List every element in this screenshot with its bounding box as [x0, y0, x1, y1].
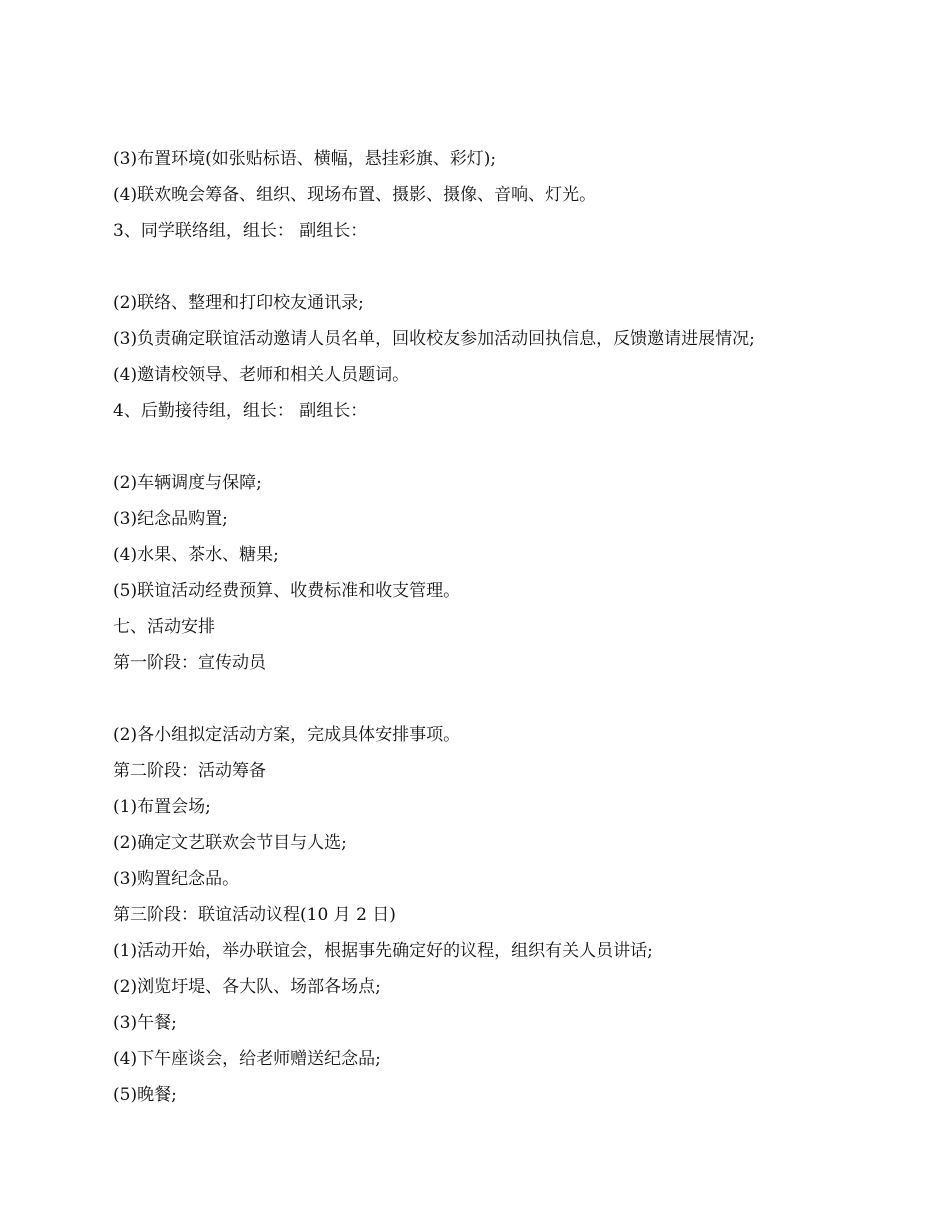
section-heading: 七、活动安排	[113, 617, 215, 637]
text-line: (3)布置环境(如张贴标语、横幅，悬挂彩旗、彩灯);	[113, 149, 497, 169]
text-line: (2)浏览圩堤、各大队、场部各场点;	[113, 977, 381, 997]
phase-heading: 第一阶段：宣传动员	[113, 653, 266, 673]
text-line: (5)联谊活动经费预算、收费标准和收支管理。	[113, 581, 461, 601]
text-line: (4)下午座谈会，给老师赠送纪念品;	[113, 1049, 381, 1069]
text-line: (3)纪念品购置;	[113, 509, 228, 529]
text-line: (3)午餐;	[113, 1013, 177, 1033]
text-line: (4)邀请校领导、老师和相关人员题词。	[113, 365, 410, 385]
text-line: (1)活动开始，举办联谊会，根据事先确定好的议程，组织有关人员讲话;	[113, 941, 653, 961]
text-line: (4)联欢晚会筹备、组织、现场布置、摄影、摄像、音响、灯光。	[113, 185, 597, 205]
section-heading: 4、后勤接待组，组长： 副组长：	[113, 401, 368, 421]
blank-line	[113, 249, 873, 285]
text-line: (2)确定文艺联欢会节目与人选;	[113, 833, 347, 853]
text-line: (1)布置会场;	[113, 797, 211, 817]
phase-heading: 第二阶段：活动筹备	[113, 761, 266, 781]
text-line: (3)负责确定联谊活动邀请人员名单，回收校友参加活动回执信息，反馈邀请进展情况;	[113, 329, 755, 349]
document-body	[113, 141, 873, 1113]
text-line: (2)车辆调度与保障;	[113, 473, 262, 493]
section-heading: 3、同学联络组，组长： 副组长：	[113, 221, 368, 241]
text-line: (2)联络、整理和打印校友通讯录;	[113, 293, 364, 313]
text-line: (2)各小组拟定活动方案，完成具体安排事项。	[113, 725, 461, 745]
phase-heading: 第三阶段：联谊活动议程(10 月 2 日)	[113, 905, 396, 925]
blank-line	[113, 429, 873, 465]
text-line: (4)水果、茶水、糖果;	[113, 545, 279, 565]
text-line: (3)购置纪念品。	[113, 869, 240, 889]
text-line: (5)晚餐;	[113, 1085, 177, 1105]
blank-line	[113, 681, 873, 717]
